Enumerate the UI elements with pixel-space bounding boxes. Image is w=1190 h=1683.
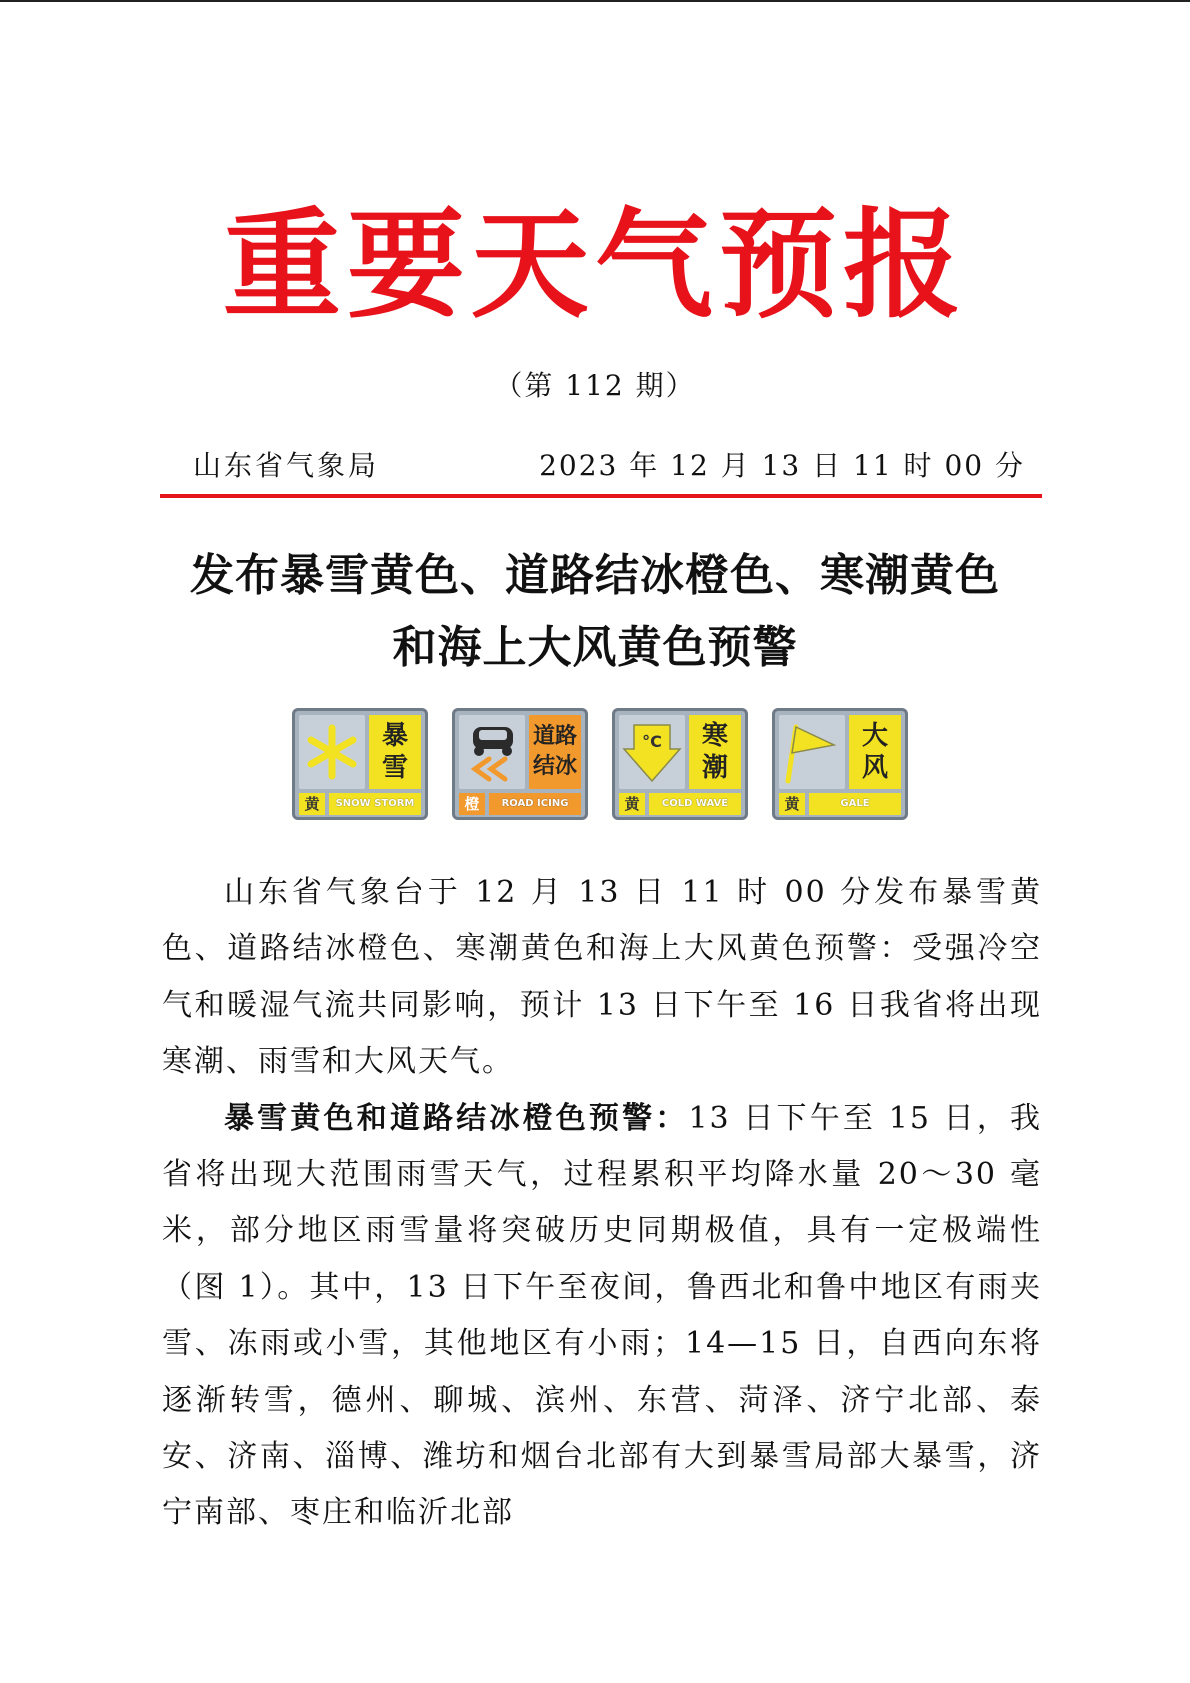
signal-name-top: 道路 [532,724,577,749]
issuer-name: 山东省气象局 [193,449,380,482]
signal-name-top: 寒 [701,721,728,751]
signal-english: ROAD ICING [489,793,581,815]
snowflake-icon [299,715,365,789]
paragraph-snow-road-icing [162,1091,1042,1542]
signal-name [849,715,901,789]
header-divider [160,494,1042,498]
signal-gale [772,708,908,820]
signal-name-bottom: 潮 [701,753,728,783]
wind-flag-icon [779,715,845,789]
signal-level: 黄 [779,793,805,815]
temperature-drop-icon [619,715,685,789]
headline-line-1: 发布暴雪黄色、道路结冰橙色、寒潮黄色 [190,550,1000,601]
signal-english: GALE [809,793,901,815]
signal-snow-storm [292,708,428,820]
issue-number: （第 112 期） [494,369,696,402]
signal-english: SNOW STORM [329,793,421,815]
headline [120,540,1070,684]
signal-level: 橙 [459,793,485,815]
warning-signals [292,708,912,822]
signal-name-bottom: 风 [861,753,888,783]
forecast-body [162,865,1042,1542]
signal-level: 黄 [299,793,325,815]
signal-name [689,715,741,789]
paragraph-text: 13 日下午至 15 日，我省将出现大范围雨雪天气，过程累积平均降水量 20～30 毫米，部分地区雨雪量将突破历史同期极值，具有一定极端性（图 1）。其中，13 日下午至夜间，鲁西北和鲁中地区有雨夹雪、冻雨或小雪，其他地区有小雨；14—15 日，自西向东将逐渐转雪，德州、聊城、滨州、东营、菏泽、济宁北部、泰安、济南、淄博、潍坊和烟台北部有大到暴雪局部大暴雪，济宁南部、枣庄和临沂北部 [162,1100,1043,1531]
svg-text:°C: °C [642,732,662,751]
signal-name [369,715,421,789]
signal-cold-wave [612,708,748,820]
signal-english: COLD WAVE [649,793,741,815]
signal-name-top: 大 [861,721,888,751]
paragraph-lead: 暴雪黄色和道路结冰橙色预警： [224,1100,689,1136]
top-border [0,0,1190,2]
signal-name-bottom: 结冰 [532,754,577,779]
signal-road-icing [452,708,588,820]
page-title: 重要天气预报 [222,196,967,334]
signal-name [529,715,581,789]
headline-line-2: 和海上大风黄色预警 [392,622,798,673]
skidding-car-icon [459,715,525,789]
issue-time: 2023 年 12 月 13 日 11 时 00 分 [539,449,1025,482]
signal-level: 黄 [619,793,645,815]
signal-name-bottom: 雪 [381,753,408,783]
paragraph-summary: 山东省气象台于 12 月 13 日 11 时 00 分发布暴雪黄色、道路结冰橙色、寒潮黄色和海上大风黄色预警：受强冷空气和暖湿气流共同影响，预计 13 日下午至 16 日我省将出现寒潮、雨雪和大风天气。 [162,875,1042,1080]
signal-name-top: 暴 [381,721,408,751]
